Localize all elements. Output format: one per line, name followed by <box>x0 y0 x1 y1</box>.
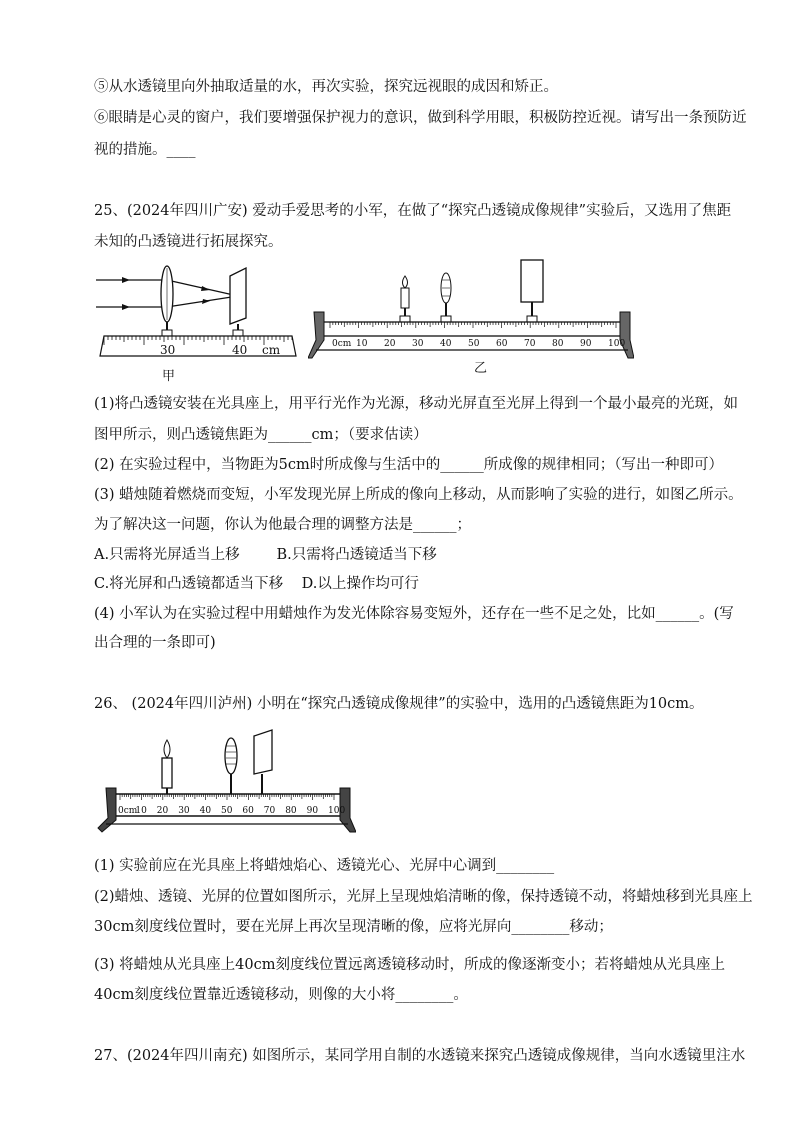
ruler-tick-label: 30 <box>412 339 424 349</box>
q25-stem-line1: 25、(2024年四川广安) 爱动手爱思考的小军，在做了“探究凸透镜成像规律”实验后，又选用了焦距 <box>94 203 732 219</box>
ruler-tick-label: 90 <box>306 806 319 816</box>
ruler-tick-label: 0cm <box>332 339 352 349</box>
ruler-tick-label: 50 <box>468 339 480 349</box>
ruler-tick-label: 80 <box>552 339 564 349</box>
jia-unit: cm <box>262 343 281 357</box>
q24-item6-line1: ⑥眼睛是心灵的窗户，我们要增强保护视力的意识，做到科学用眼，积极防控近视。请写出一条预防近 <box>94 110 747 126</box>
figure-yi <box>308 250 634 375</box>
jia-tick-30: 30 <box>160 343 176 357</box>
q26-part1: (1) 实验前应在光具座上将蜡烛焰心、透镜光心、光屏中心调到________ <box>94 858 555 874</box>
q26-stem: 26、 (2024年四川泸州) 小明在“探究凸透镜成像规律”的实验中，选用的凸透镜焦距为10cm。 <box>94 696 704 712</box>
ruler-tick-label: 70 <box>263 806 276 816</box>
candle-icon <box>162 758 172 788</box>
q26-part2-line2: 30cm刻度线位置时，要在光屏上再次呈现清晰的像，应将光屏向________移动； <box>94 919 613 935</box>
q26-part3-line2: 40cm刻度线位置靠近透镜移动，则像的大小将________。 <box>94 987 468 1003</box>
q25-part3-line2: 为了解决这一问题，你认为他最合理的调整方法是______； <box>94 517 471 533</box>
screen-icon <box>230 268 246 324</box>
q25-part4-line1: (4) 小军认为在实验过程中用蜡烛作为发光体除容易变短外，还存在一些不足之处，比如______。(写 <box>94 606 734 622</box>
ruler-tick-label: 70 <box>524 339 536 349</box>
q25-part1-line1: (1)将凸透镜安装在光具座上，用平行光作为光源，移动光屏直至光屏上得到一个最小最亮的光斑，如 <box>94 396 739 412</box>
ruler-tick-label: 60 <box>496 339 508 349</box>
figure-q26 <box>96 728 356 846</box>
ruler-tick-label: 60 <box>242 806 254 816</box>
candle-icon <box>401 288 409 308</box>
ruler-tick-label: 100 <box>328 806 346 816</box>
ruler-tick-label: 30 <box>178 806 190 816</box>
q24-item5: ⑤从水透镜里向外抽取适量的水，再次实验，探究远视眼的成因和矫正。 <box>94 79 558 95</box>
ruler-tick-label: 50 <box>221 806 233 816</box>
q25-part4-line2: 出合理的一条即可) <box>94 635 216 651</box>
q25-part3-line1: (3) 蜡烛随着燃烧而变短，小军发现光屏上所成的像向上移动，从而影响了实验的进行，如图乙所示。 <box>94 487 743 503</box>
lens-icon <box>225 738 237 774</box>
ruler-tick-label: 20 <box>384 339 396 349</box>
ruler-tick-label: 40 <box>199 806 212 816</box>
ruler-tick-label: 100 <box>608 339 626 349</box>
ruler-tick-label: 10 <box>135 806 147 816</box>
q25-part1-line2: 图甲所示，则凸透镜焦距为______cm；（要求估读） <box>94 427 428 443</box>
screen-icon <box>521 260 543 302</box>
ruler-tick-label: 40 <box>440 339 452 349</box>
q27-stem: 27、(2024年四川南充) 如图所示，某同学用自制的水透镜来探究凸透镜成像规律，当向水透镜里注水 <box>94 1048 746 1064</box>
q25-options-ab: A.只需将光屏适当上移 B.只需将凸透镜适当下移 <box>94 547 437 563</box>
jia-tick-40: 40 <box>232 343 248 357</box>
q25-stem-line2: 未知的凸透镜进行拓展探究。 <box>94 234 283 250</box>
ruler-tick-label: 90 <box>580 339 592 349</box>
q25-part2: (2) 在实验过程中，当物距为5cm时所成像与生活中的______所成像的规律相同；（写出一种即可） <box>94 457 723 473</box>
jia-caption: 甲 <box>162 369 176 384</box>
screen-icon <box>254 730 272 774</box>
ruler-tick-label: 80 <box>285 806 297 816</box>
q25-options-cd: C.将光屏和凸透镜都适当下移 D.以上操作均可行 <box>94 576 419 592</box>
q26-part3-line1: (3) 将蜡烛从光具座上40cm刻度线位置远离透镜移动时，所成的像逐渐变小；若将蜡烛从光具座上 <box>94 957 725 973</box>
yi-caption: 乙 <box>474 361 488 375</box>
figure-jia <box>92 262 302 387</box>
q24-item6-line2: 视的措施。____ <box>94 142 196 158</box>
ruler-tick-label: 20 <box>156 806 169 816</box>
ruler-tick-label: 0cm <box>118 806 138 816</box>
q26-part2-line1: (2)蜡烛、透镜、光屏的位置如图所示，光屏上呈现烛焰清晰的像，保持透镜不动，将蜡烛移到光具座上 <box>94 889 753 905</box>
ruler-tick-label: 10 <box>356 339 368 349</box>
